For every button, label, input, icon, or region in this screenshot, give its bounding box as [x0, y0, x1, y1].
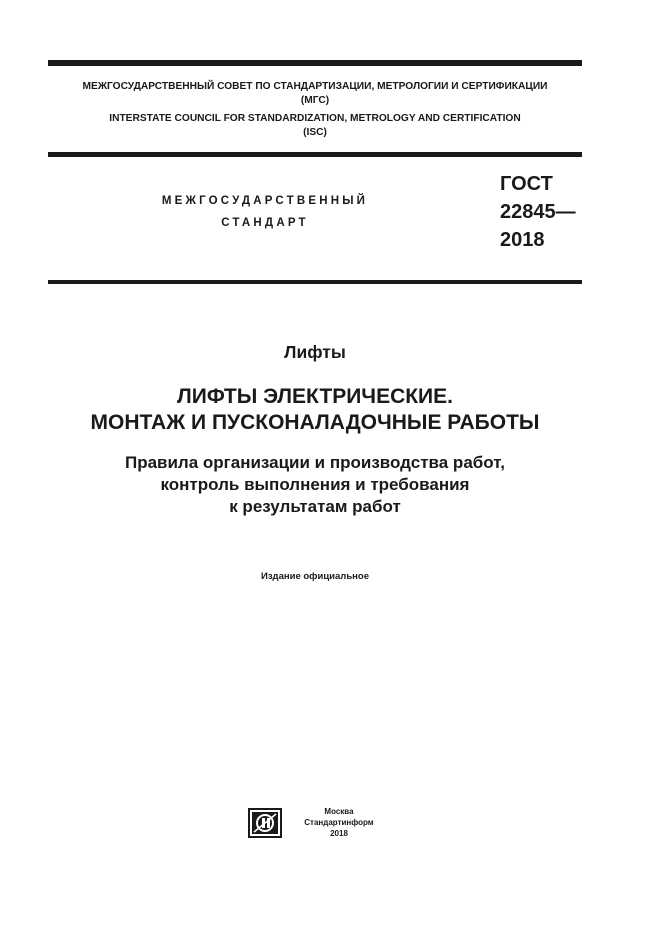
document-topic: Лифты — [284, 342, 346, 362]
header-rule — [48, 280, 582, 284]
document-title: ЛИФТЫ ЭЛЕКТРИЧЕСКИЕ. МОНТАЖ И ПУСКОНАЛАДОЧНЫЕ РАБОТЫ — [90, 385, 540, 434]
council-rule — [48, 152, 582, 157]
document-subtitle: Правила организации и производства работ, контроль выполнения и требования к результатам работ — [124, 453, 506, 516]
edition-note: Издание официальное — [261, 571, 369, 582]
standartinform-logo-icon — [248, 808, 282, 838]
standard-designation: ГОСТ 22845— 2018 — [500, 173, 576, 251]
publisher-imprint: Москва Стандартинформ 2018 — [304, 807, 374, 838]
council-name-russian: МЕЖГОСУДАРСТВЕННЫЙ СОВЕТ ПО СТАНДАРТИЗАЦИИ, МЕТРОЛОГИИ И СЕРТИФИКАЦИИ (МГС) — [82, 81, 548, 106]
standard-type: МЕЖГОСУДАРСТВЕННЫЙ СТАНДАРТ — [161, 195, 369, 229]
top-rule — [48, 60, 582, 66]
council-name-english: INTERSTATE COUNCIL FOR STANDARDIZATION, METROLOGY AND CERTIFICATION (ISC) — [109, 113, 521, 138]
